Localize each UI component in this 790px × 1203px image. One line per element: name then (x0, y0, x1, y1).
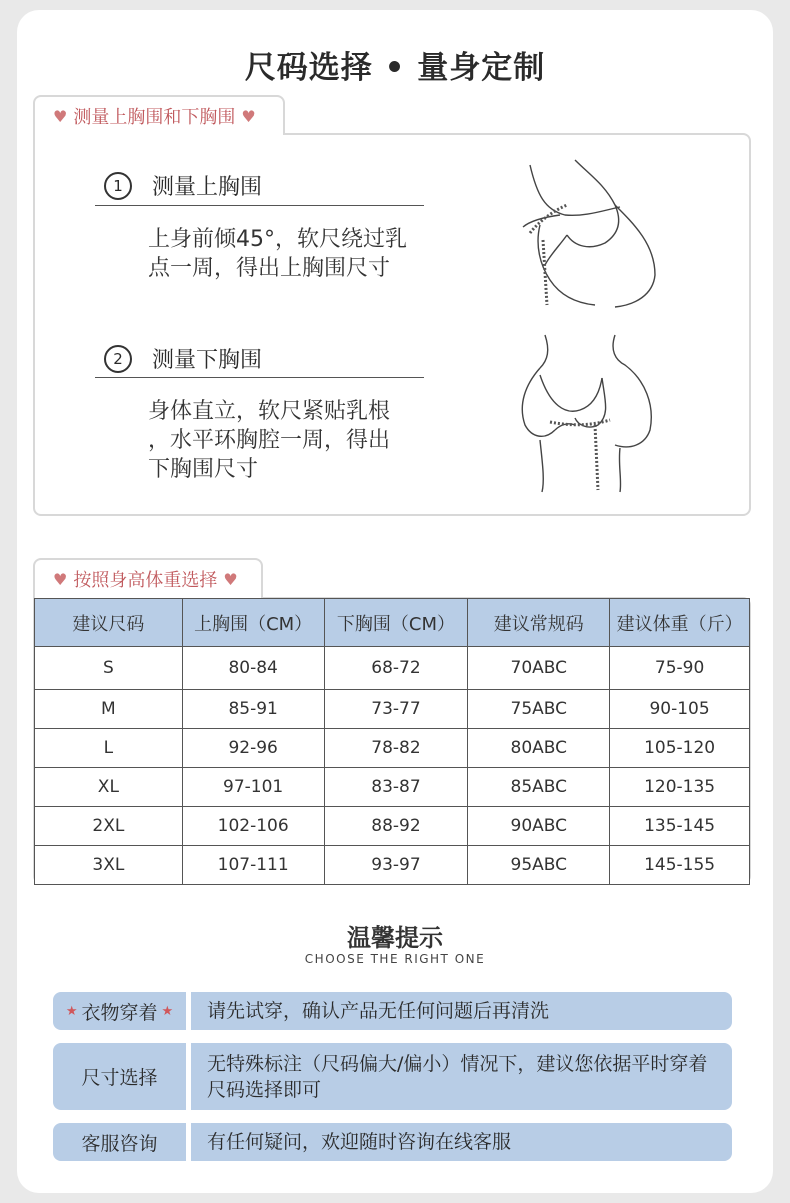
heart-icon: ♥ (241, 106, 256, 126)
column-header: 建议体重（斤） (610, 599, 750, 647)
table-cell: M (35, 690, 183, 729)
step-2-label: 测量下胸围 (152, 348, 263, 373)
desc-line: ，水平环胸腔一周，得出 (148, 428, 391, 453)
tip-label-text: 客服咨询 (81, 1132, 158, 1155)
step-2-title (104, 343, 262, 374)
tip-text: 有任何疑问，欢迎随时咨询在线客服 (191, 1123, 732, 1161)
tip-label (53, 992, 186, 1030)
table-cell: 2XL (35, 807, 183, 846)
table-cell: 70ABC (468, 647, 610, 690)
upper-bust-illustration (505, 155, 675, 315)
table-cell: 90-105 (610, 690, 750, 729)
table-cell: 78-82 (324, 729, 468, 768)
tips-title: 温馨提示 (347, 924, 443, 952)
tip-row (53, 1123, 732, 1161)
step-2-description (148, 397, 390, 484)
divider (95, 205, 424, 206)
table-cell: 90ABC (468, 807, 610, 846)
heart-icon: ♥ (223, 569, 238, 589)
table-cell: 105-120 (610, 729, 750, 768)
tips-subtitle: CHOOSE THE RIGHT ONE (304, 952, 486, 966)
table-row (35, 647, 750, 690)
tip-label (53, 1123, 186, 1161)
table-cell: S (35, 647, 183, 690)
tip-label-text: 尺寸选择 (81, 1067, 158, 1089)
column-header: 下胸围（CM） (324, 599, 468, 647)
table-row (35, 729, 750, 768)
table-cell: 85ABC (468, 768, 610, 807)
table-cell: 68-72 (324, 647, 468, 690)
desc-line: 点一周，得出上胸围尺寸 (148, 256, 391, 281)
table-cell: 75ABC (468, 690, 610, 729)
step-1-title (104, 170, 262, 201)
star-icon: ★ (161, 1003, 174, 1019)
table-cell: 83-87 (324, 768, 468, 807)
tip-text: 无特殊标注（尺码偏大/偏小）情况下，建议您依据平时穿着尺码选择即可 (191, 1043, 732, 1110)
heart-icon: ♥ (53, 106, 68, 126)
table-cell: 3XL (35, 846, 183, 885)
table-cell: 80-84 (182, 647, 324, 690)
table-cell: 85-91 (182, 690, 324, 729)
table-cell: XL (35, 768, 183, 807)
table-cell: 92-96 (182, 729, 324, 768)
table-cell: 88-92 (324, 807, 468, 846)
desc-line: 下胸围尺寸 (148, 457, 259, 482)
table-header-row (35, 599, 750, 647)
table-cell: 95ABC (468, 846, 610, 885)
divider (95, 377, 424, 378)
size-tab-label: 按照身高体重选择 (73, 570, 218, 591)
table-cell: 80ABC (468, 729, 610, 768)
step-1-number: 1 (104, 172, 132, 200)
step-1-label: 测量上胸围 (152, 175, 263, 200)
table-cell: 75-90 (610, 647, 750, 690)
tip-text: 请先试穿，确认产品无任何问题后再清洗 (191, 992, 732, 1030)
column-header: 建议常规码 (468, 599, 610, 647)
column-header: 上胸围（CM） (182, 599, 324, 647)
tip-label-text: 衣物穿着 (81, 1001, 158, 1024)
tip-label (53, 1043, 186, 1110)
table-cell: 97-101 (182, 768, 324, 807)
measure-tab (33, 95, 285, 135)
step-1-description (148, 225, 407, 283)
page-title: 尺码选择 • 量身定制 (244, 50, 546, 86)
desc-line: 上身前倾45°，软尺绕过乳 (148, 227, 407, 252)
column-header: 建议尺码 (35, 599, 183, 647)
table-cell: 120-135 (610, 768, 750, 807)
heart-icon: ♥ (53, 569, 68, 589)
size-table (34, 598, 750, 885)
size-tab (33, 558, 263, 598)
star-icon: ★ (65, 1003, 78, 1019)
step-2-number: 2 (104, 345, 132, 373)
table-row (35, 690, 750, 729)
table-row (35, 807, 750, 846)
desc-line: 身体直立，软尺紧贴乳根 (148, 399, 391, 424)
table-cell: 93-97 (324, 846, 468, 885)
table-cell: 73-77 (324, 690, 468, 729)
table-cell: 135-145 (610, 807, 750, 846)
table-cell: 102-106 (182, 807, 324, 846)
tip-row (53, 1043, 732, 1110)
table-cell: L (35, 729, 183, 768)
measure-tab-label: 测量上胸围和下胸围 (73, 107, 236, 128)
table-row (35, 846, 750, 885)
under-bust-illustration (510, 330, 670, 495)
tip-row (53, 992, 732, 1030)
table-cell: 107-111 (182, 846, 324, 885)
table-cell: 145-155 (610, 846, 750, 885)
table-row (35, 768, 750, 807)
